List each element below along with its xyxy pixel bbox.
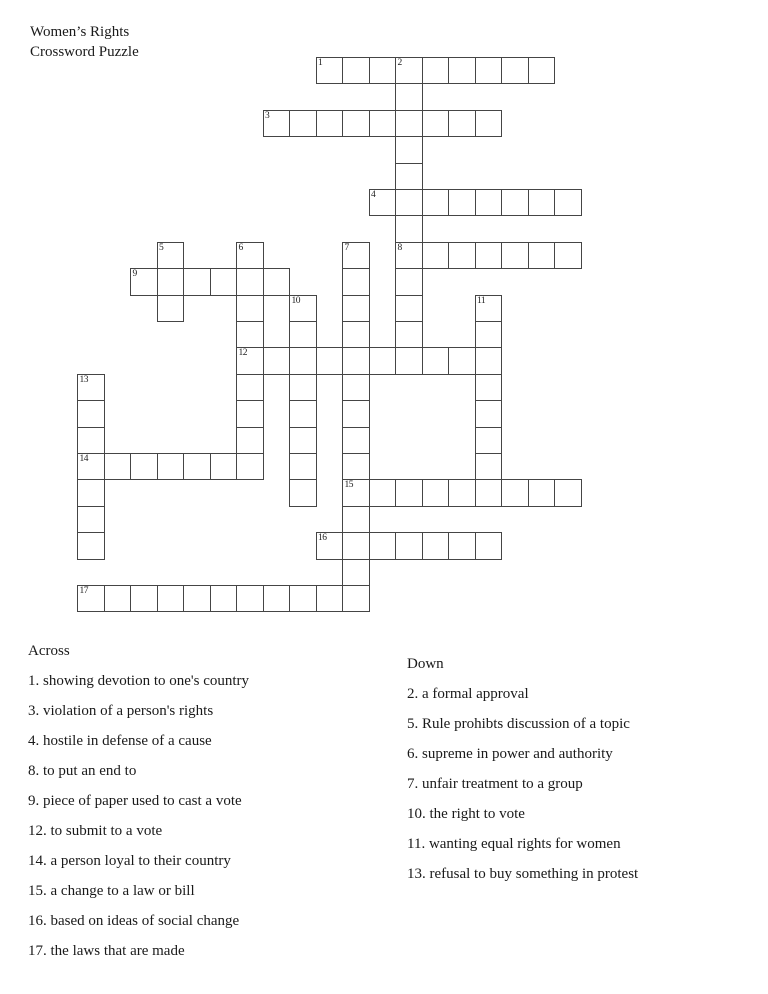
grid-cell [236, 400, 264, 427]
grid-cell [501, 242, 529, 269]
grid-cell [422, 189, 450, 216]
grid-cell [236, 347, 264, 374]
grid-cell [77, 453, 105, 480]
across-clue-9: 9. piece of paper used to cast a vote [28, 793, 242, 809]
grid-cell [475, 242, 503, 269]
grid-cell [422, 57, 450, 84]
grid-cell [554, 479, 582, 506]
grid-cell [77, 506, 105, 533]
grid-cell [422, 532, 450, 559]
grid-cell [475, 453, 503, 480]
grid-cell [395, 347, 423, 374]
cell-number: 16 [318, 533, 327, 544]
grid-cell [342, 585, 370, 612]
grid-cell [475, 427, 503, 454]
grid-cell [369, 57, 397, 84]
grid-cell [395, 295, 423, 322]
grid-cell [263, 585, 291, 612]
grid-cell [157, 453, 185, 480]
grid-cell [395, 215, 423, 242]
grid-cell [263, 268, 291, 295]
grid-cell [448, 57, 476, 84]
cell-number: 14 [79, 454, 88, 464]
grid-cell [263, 110, 291, 137]
grid-cell [369, 532, 397, 559]
grid-cell [422, 242, 450, 269]
grid-cell [77, 532, 105, 559]
grid-cell [316, 585, 344, 612]
grid-cell [210, 585, 238, 612]
grid-cell [528, 479, 556, 506]
grid-cell [422, 110, 450, 137]
grid-cell [157, 242, 185, 269]
cell-number: 7 [344, 242, 349, 253]
grid-cell [316, 110, 344, 137]
grid-cell [395, 532, 423, 559]
across-clue-8: 8. to put an end to [28, 763, 137, 779]
grid-cell [236, 295, 264, 322]
title-line-1: Women’s Rights [30, 24, 130, 40]
across-clue-3: 3. violation of a person's rights [28, 703, 214, 719]
grid-cell [369, 347, 397, 374]
grid-cell [395, 163, 423, 190]
grid-cell [554, 189, 582, 216]
grid-cell [395, 110, 423, 137]
grid-cell [528, 189, 556, 216]
grid-cell [236, 453, 264, 480]
grid-cell [210, 268, 238, 295]
grid-cell [77, 479, 105, 506]
grid-cell [448, 189, 476, 216]
grid-cell [130, 268, 158, 295]
grid-cell [130, 585, 158, 612]
grid-cell [316, 532, 344, 559]
cell-number: 1 [318, 58, 323, 68]
grid-cell [475, 479, 503, 506]
grid-cell [342, 110, 370, 137]
grid-cell [395, 57, 423, 84]
grid-cell [183, 268, 211, 295]
grid-cell [289, 321, 317, 348]
grid-cell [448, 532, 476, 559]
cell-number: 2 [397, 58, 402, 68]
grid-cell [342, 57, 370, 84]
grid-cell [263, 347, 291, 374]
grid-cell [475, 374, 503, 401]
grid-cell [342, 532, 370, 559]
title-line-2: Crossword Puzzle [30, 44, 139, 60]
down-clue-2: 2. a formal approval [407, 686, 529, 702]
grid-cell [342, 347, 370, 374]
grid-cell [183, 585, 211, 612]
across-clue-1: 1. showing devotion to one's country [28, 673, 250, 689]
grid-cell [77, 427, 105, 454]
grid-cell [342, 242, 370, 269]
grid-cell [289, 295, 317, 322]
grid-cell [342, 268, 370, 295]
down-clue-6: 6. supreme in power and authority [407, 746, 613, 762]
down-clue-7: 7. unfair treatment to a group [407, 776, 583, 792]
grid-cell [342, 479, 370, 506]
cell-number: 4 [371, 190, 376, 200]
across-heading: Across [28, 643, 70, 659]
grid-cell [289, 347, 317, 374]
across-clue-12: 12. to submit to a vote [28, 823, 163, 839]
across-clue-14: 14. a person loyal to their country [28, 853, 231, 869]
grid-cell [342, 295, 370, 322]
grid-cell [289, 374, 317, 401]
across-clues-list [28, 643, 398, 973]
grid-cell [475, 189, 503, 216]
grid-cell [130, 453, 158, 480]
grid-cell [395, 479, 423, 506]
grid-cell [342, 506, 370, 533]
grid-cell [448, 110, 476, 137]
grid-cell [316, 57, 344, 84]
cell-number: 15 [344, 480, 353, 491]
grid-cell [183, 453, 211, 480]
grid-cell [395, 321, 423, 348]
cell-number: 3 [265, 110, 270, 121]
grid-cell [475, 295, 503, 322]
grid-cell [342, 374, 370, 401]
cell-number: 11 [477, 295, 486, 306]
grid-cell [236, 321, 264, 348]
grid-cell [369, 110, 397, 137]
cell-number: 6 [238, 242, 243, 253]
grid-cell [289, 110, 317, 137]
grid-cell [236, 427, 264, 454]
grid-cell [395, 268, 423, 295]
grid-cell [236, 374, 264, 401]
grid-cell [289, 479, 317, 506]
grid-cell [289, 453, 317, 480]
grid-cell [475, 532, 503, 559]
grid-cell [236, 585, 264, 612]
grid-cell [501, 189, 529, 216]
cell-number: 8 [397, 242, 402, 253]
grid-cell [422, 479, 450, 506]
grid-cell [475, 57, 503, 84]
grid-cell [342, 559, 370, 586]
grid-cell [342, 453, 370, 480]
across-clue-4: 4. hostile in defense of a cause [28, 733, 212, 749]
across-clue-15: 15. a change to a law or bill [28, 883, 195, 899]
down-clue-10: 10. the right to vote [407, 806, 525, 822]
across-clue-16: 16. based on ideas of social change [28, 913, 240, 929]
grid-cell [104, 585, 132, 612]
grid-cell [342, 400, 370, 427]
grid-cell [448, 242, 476, 269]
down-clue-13: 13. refusal to buy something in protest [407, 866, 639, 882]
grid-cell [289, 400, 317, 427]
grid-cell [422, 347, 450, 374]
grid-cell [210, 453, 238, 480]
cell-number: 5 [159, 242, 164, 253]
grid-cell [395, 83, 423, 110]
grid-cell [157, 295, 185, 322]
grid-cell [157, 268, 185, 295]
cell-number: 10 [291, 295, 300, 306]
grid-cell [395, 242, 423, 269]
down-heading: Down [407, 656, 444, 672]
grid-cell [289, 427, 317, 454]
cell-number: 17 [79, 586, 88, 596]
grid-cell [104, 453, 132, 480]
grid-cell [528, 57, 556, 84]
grid-cell [236, 242, 264, 269]
grid-cell [475, 321, 503, 348]
grid-cell [236, 268, 264, 295]
grid-cell [501, 57, 529, 84]
grid-cell [369, 479, 397, 506]
grid-cell [342, 427, 370, 454]
grid-cell [448, 479, 476, 506]
grid-cell [77, 374, 105, 401]
grid-cell [157, 585, 185, 612]
grid-cell [501, 479, 529, 506]
grid-cell [342, 321, 370, 348]
down-clue-5: 5. Rule prohibts discussion of a topic [407, 716, 630, 732]
grid-cell [475, 400, 503, 427]
grid-cell [554, 242, 582, 269]
grid-cell [395, 189, 423, 216]
grid-cell [289, 585, 317, 612]
cell-number: 13 [79, 374, 88, 385]
down-clues-list [407, 656, 768, 896]
grid-cell [77, 400, 105, 427]
grid-cell [316, 347, 344, 374]
grid-cell [528, 242, 556, 269]
grid-cell [369, 189, 397, 216]
grid-cell [77, 585, 105, 612]
grid-cell [475, 110, 503, 137]
grid-cell [475, 347, 503, 374]
cell-number: 12 [238, 348, 247, 359]
cell-number: 9 [132, 269, 137, 280]
grid-cell [448, 347, 476, 374]
down-clue-11: 11. wanting equal rights for women [407, 836, 621, 852]
across-clue-17: 17. the laws that are made [28, 943, 185, 959]
grid-cell [395, 136, 423, 163]
